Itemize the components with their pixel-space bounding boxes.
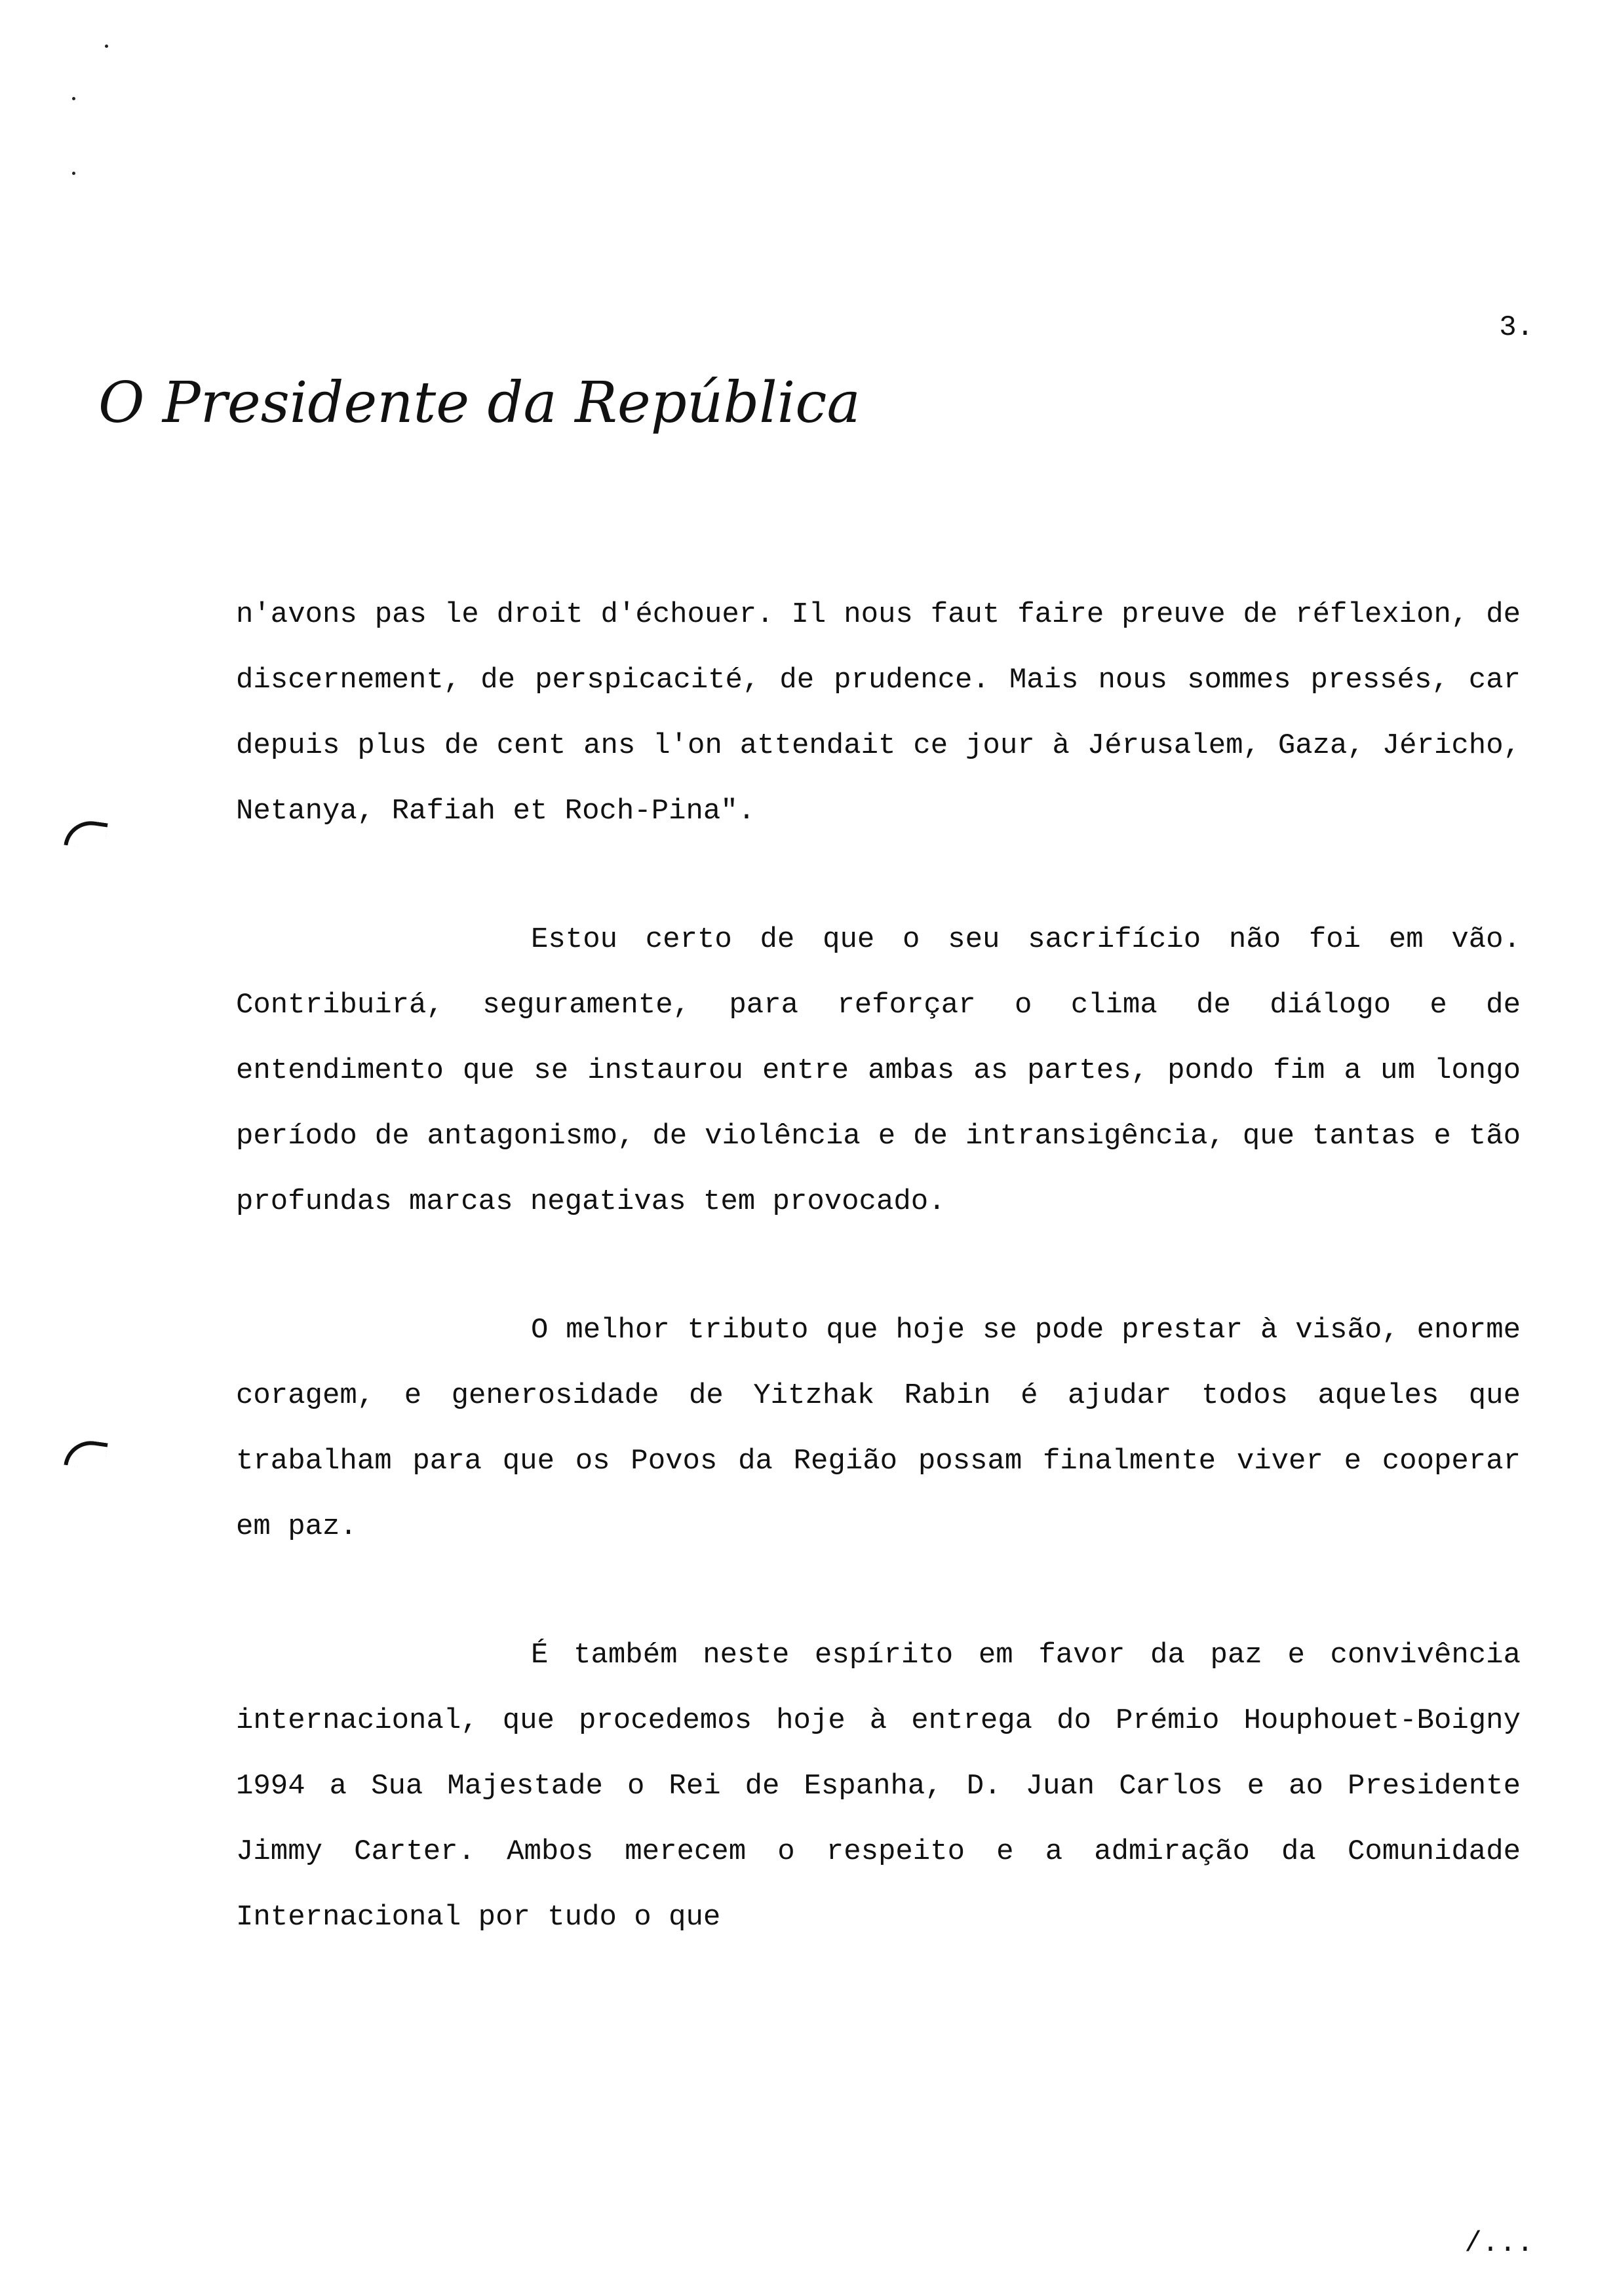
paragraph: n'avons pas le droit d'échouer. Il nous faut faire preuve de réflexion, de discernement, de perspicacité, de prudence. Mais nous sommes pressés, car depuis plus de cent ans l'on attendait ce jour à Jérusalem, Gaza, Jéricho, Netanya, Rafiah et Roch-Pina". <box>236 598 1521 828</box>
page-number: 3. <box>1499 311 1534 344</box>
continuation-mark: /... <box>1464 2227 1534 2260</box>
paragraph: É também neste espírito em favor da paz e convivência internacional, que procedemos hoje à entrega do Prémio Houphouet-Boigny 1994 a Sua Majestade o Rei de Espanha, D. Juan Carlos e ao Presidente Jimmy Carter. Ambos merecem o respeito e a admiração da Comunidade Internacional por tudo o que <box>236 1639 1521 1934</box>
letter-body <box>236 582 1521 2013</box>
margin-mark <box>64 1438 107 1470</box>
letterhead-title: O Presidente da República <box>98 370 861 436</box>
margin-mark <box>64 818 107 851</box>
scan-speck <box>105 45 108 48</box>
scan-speck <box>72 172 75 175</box>
paragraph: Estou certo de que o seu sacrifício não foi em vão. Contribuirá, seguramente, para reforçar o clima de diálogo e de entendimento que se instaurou entre ambas as partes, pondo fim a um longo período de antagonismo, de violência e de intransigência, que tantas e tão profundas marcas negativas tem provocado. <box>236 923 1521 1218</box>
scan-speck <box>72 97 75 100</box>
paragraph: O melhor tributo que hoje se pode prestar à visão, enorme coragem, e generosidade de Yitzhak Rabin é ajudar todos aqueles que trabalham para que os Povos da Região possam finalmente viver e cooperar em paz. <box>236 1314 1521 1543</box>
